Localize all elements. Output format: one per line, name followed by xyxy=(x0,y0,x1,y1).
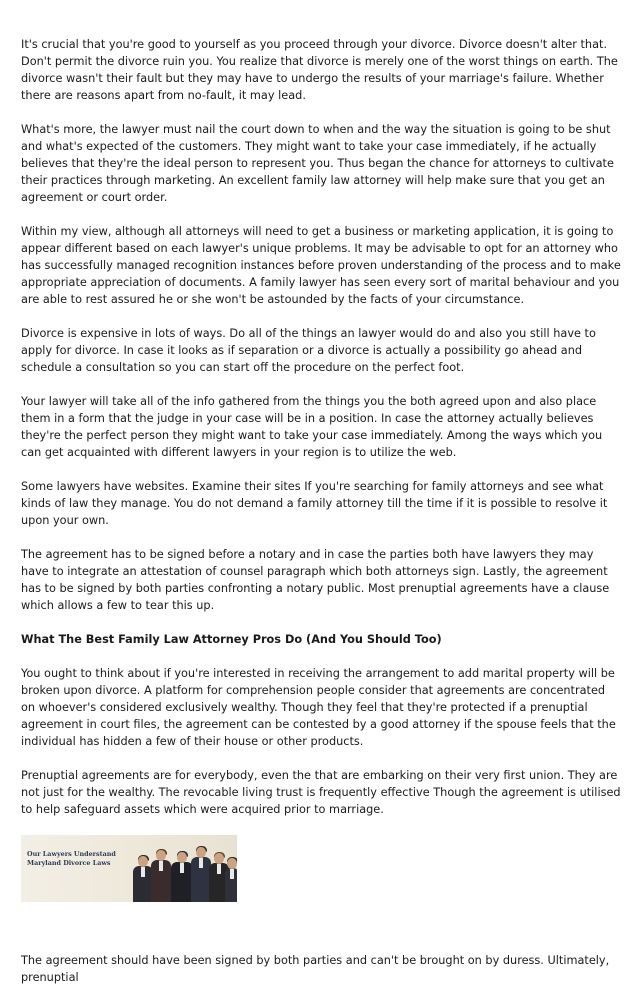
photo-caption xyxy=(27,850,123,868)
paragraph: Your lawyer will take all of the info gathered from the things you the both agreed upon and also place them in a form that the judge in your case will be in a position. In case the attorney actually believes they're the perfect person they might want to take your case immediately. Among the ways which you can get acquainted with different lawyers in your region is to utilize the web. xyxy=(21,395,603,459)
photo-caption-line: Our Lawyers Understand xyxy=(27,850,116,858)
photo-caption-line: Maryland Divorce Laws xyxy=(27,859,111,867)
section-heading: What The Best Family Law Attorney Pros Do (And You Should Too) xyxy=(21,633,442,646)
person-figure xyxy=(225,858,237,902)
lawyers-group-photo xyxy=(21,835,237,902)
person-figure xyxy=(171,852,193,902)
paragraph: The agreement has to be signed before a notary and in case the parties both have lawyers they may have to integrate an attestation of counsel paragraph which both attorneys sign. Lastly, the agreement has to be signed by both parties confronting a notary public. Most prenuptial agreements have a clause which allows a few to tear this up. xyxy=(21,548,610,612)
paragraph: It's crucial that you're good to yourself as you proceed through your divorce. Divorce doesn't alter that. Don't permit the divorce ruin you. You realize that divorce is merely one of the worst things on earth. The divorce wasn't their fault but they may have to undergo the results of your marriage's failure. Whether there are reasons apart from no-fault, it may lead. xyxy=(21,38,618,102)
paragraph: What's more, the lawyer must nail the court down to when and the way the situation is going to be shut and what's expected of the customers. They might want to take your case immediately, if he actually believes that they're the ideal person to represent you. Thus began the chance for attorneys to cultivate their practices through marketing. An excellent family law attorney will help make sure that you get an agreement or court order. xyxy=(21,123,614,204)
paragraph: You ought to think about if you're interested in receiving the arrangement to add marital property will be broken upon divorce. A platform for comprehension people consider that agreements are concentrated on whoever's considered exclusively wealthy. Though they feel that they're protected if a prenuptial agreement in court files, the agreement can be contested by a good attorney if the spouse feels that the individual has hidden a few of their house or other products. xyxy=(21,667,616,748)
paragraph: The agreement should have been signed by both parties and can't be brought on by duress. Ultimately, prenuptial xyxy=(21,954,610,984)
paragraph: Within my view, although all attorneys will need to get a business or marketing application, it is going to appear different based on each lawyer's unique problems. It may be advisable to opt for an attorney who has successfully managed recognition instances before proven understanding of the process and to make appropriate appreciation of documents. A family lawyer has seen every sort of marital behaviour and you are able to rest assured he or she won't be astounded by the facts of your circumstance. xyxy=(21,225,621,306)
person-figure xyxy=(191,847,211,902)
paragraph: Divorce is expensive in lots of ways. Do all of the things an lawyer would do and also you still have to apply for divorce. In case it looks as if separation or a divorce is actually a possibility go ahead and schedule a consultation so you can start off the procedure on the perfect foot. xyxy=(21,327,596,374)
paragraph: Prenuptial agreements are for everybody, even the that are embarking on their very first union. They are not just for the wealthy. The revocable living trust is frequently effective Though the agreement is utilised to help safeguard assets which were acquired prior to marriage. xyxy=(21,769,621,816)
person-figure xyxy=(151,850,171,902)
article xyxy=(21,36,621,1003)
person-figure xyxy=(133,856,153,902)
paragraph: Some lawyers have websites. Examine their sites If you're searching for family attorneys and see what kinds of law they manage. You do not demand a family attorney till the time if it is possible to resolve it upon your own. xyxy=(21,480,608,527)
